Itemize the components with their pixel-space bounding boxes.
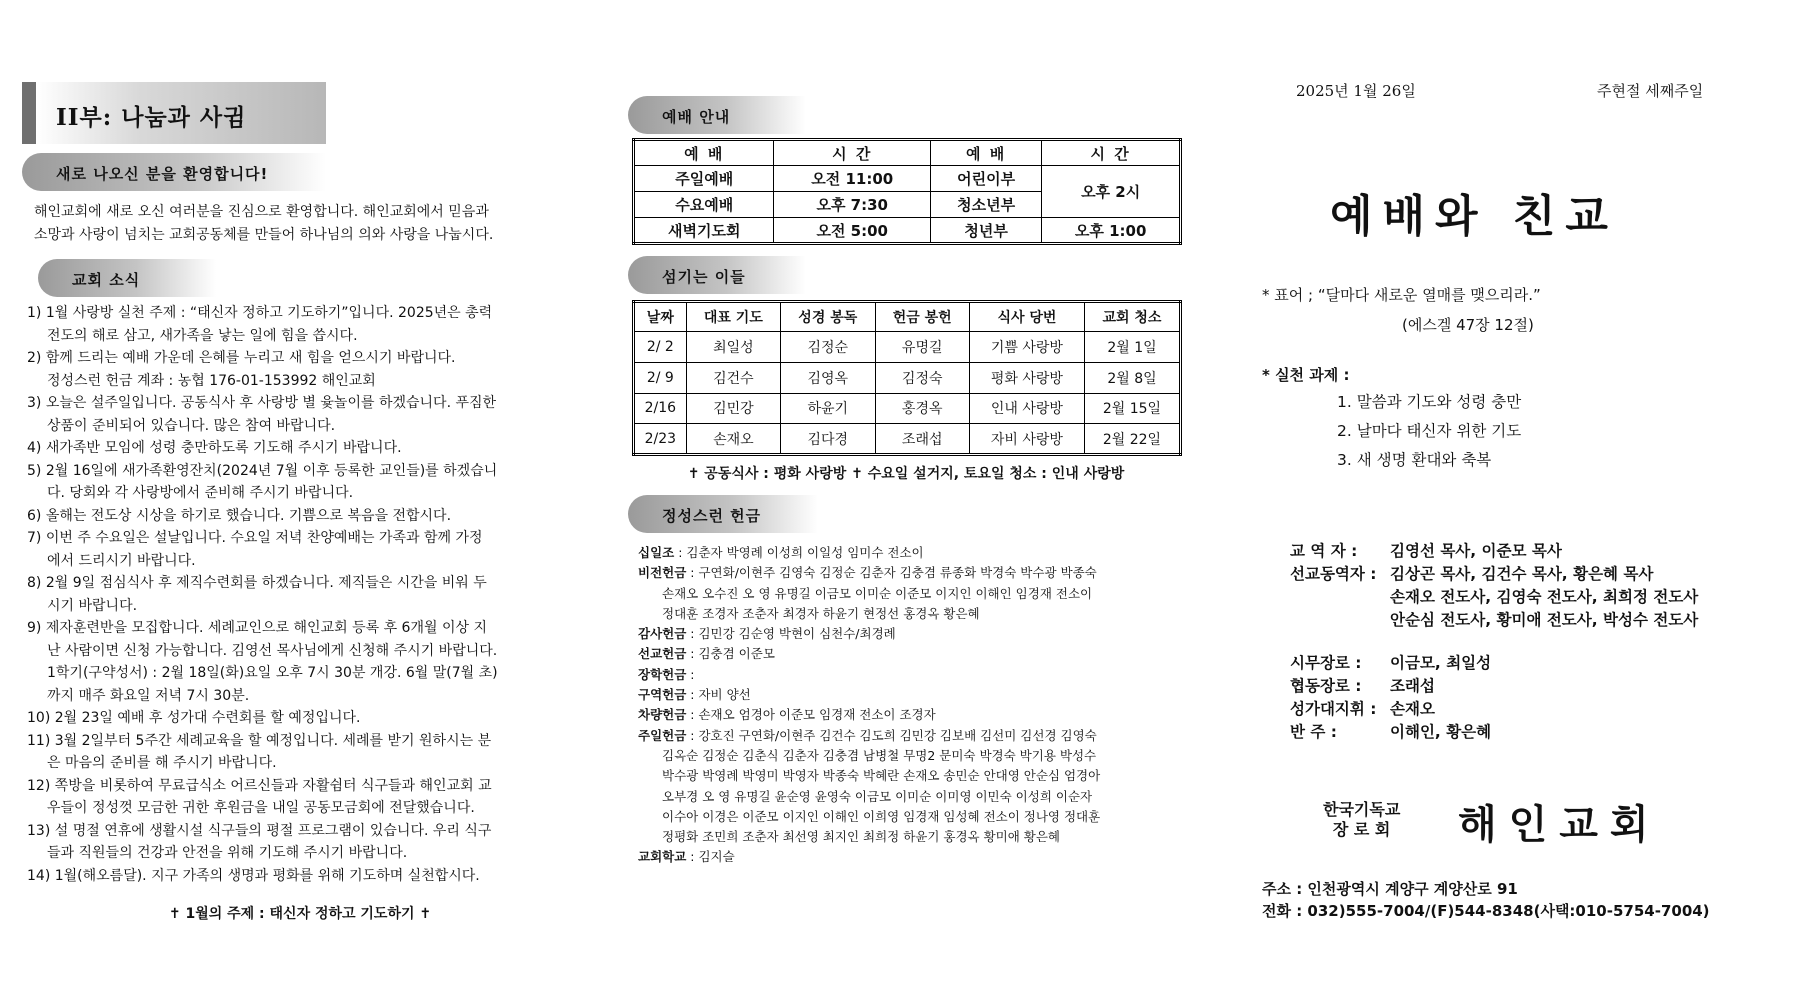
- staff-names: 조래섭: [1390, 677, 1435, 695]
- news-line: 1) 1월 사랑방 실천 주제 : “태신자 정하고 기도하기”입니다. 2025년은 총력: [27, 305, 493, 321]
- news-line: 정성스런 헌금 계좌 : 농협 176-01-153992 해인교회: [47, 372, 376, 389]
- news-line: 8) 2월 9일 점심식사 후 제직수련회를 하겠습니다. 제직들은 시간을 비워 두: [27, 575, 487, 591]
- offering-names: 강호진 구연화/이현주 김건수 김도희 김민강 김보배 김선미 김선경 김영숙: [698, 727, 1097, 743]
- servers-cell: 홍경옥: [875, 393, 969, 424]
- offering-separator: :: [686, 626, 699, 642]
- monthly-theme: ✝ 1월의 주제 : 태신자 정하고 기도하기 ✝: [168, 906, 432, 922]
- offering-line: [638, 766, 1183, 786]
- offering-category: 차량헌금: [638, 707, 687, 723]
- part-title: II부: 나눔과 사귐: [56, 104, 247, 131]
- offering-names: 박수광 박영례 박영미 박영자 박종숙 박혜란 손재오 송민순 안대영 안순심 엄경아: [662, 768, 1101, 784]
- staff-names: 이해인, 황은혜: [1390, 723, 1492, 741]
- servers-cell: 김정순: [781, 332, 875, 363]
- staff-line: [1290, 563, 1698, 586]
- news-item: [27, 707, 587, 730]
- servers-cell: 인내 사랑방: [969, 393, 1084, 424]
- worship-col-header: 예 배: [931, 140, 1042, 166]
- welcome-line: 소망과 사랑이 넘치는 교회공동체를 만들어 하나님의 의와 사랑을 나눕시다.: [34, 227, 494, 243]
- worship-heading: 예배 안내: [662, 108, 731, 126]
- worship-cell: 오전 11:00: [774, 166, 931, 192]
- offering-line: [638, 705, 1183, 725]
- servers-col-header: 날짜: [634, 302, 687, 332]
- worship-cell: 청소년부: [931, 192, 1042, 218]
- offering-line: [638, 746, 1183, 766]
- welcome-line: 해인교회에 새로 오신 여러분을 진심으로 환영합니다. 해인교회에서 믿음과: [34, 204, 489, 220]
- offering-names: 구연화/이현주 김영숙 김정순 김춘자 김충겸 류종화 박경숙 박수광 박종숙: [698, 565, 1097, 581]
- church-name: 해인교회: [1458, 802, 1661, 848]
- news-line: 3) 오늘은 설주일입니다. 공동식사 후 사랑방 별 윷놀이를 하겠습니다. 푸짐한: [27, 395, 497, 411]
- news-line: 전도의 해로 삼고, 새가족을 낳는 일에 힘을 씁시다.: [47, 327, 358, 344]
- staff-line: [1290, 652, 1491, 675]
- offering-separator: :: [686, 646, 699, 662]
- servers-cell: 김다경: [781, 424, 875, 455]
- worship-cell: 주일예배: [634, 166, 774, 192]
- offering-names: 이수아 이경은 이준모 이지인 이해인 이희영 임경재 임성혜 전소이 정나영 정대훈: [662, 808, 1101, 824]
- servers-cell: 2/23: [634, 424, 687, 455]
- servers-cell: 기쁨 사랑방: [969, 332, 1084, 363]
- servers-cell: 최일성: [686, 332, 780, 363]
- offering-line: [638, 604, 1183, 624]
- part-title-banner: [22, 82, 326, 144]
- servers-cell: 자비 사랑방: [969, 424, 1084, 455]
- worship-cell: 오전 5:00: [774, 218, 931, 244]
- phone: 전화 : 032)555-7004/(F)544-8348(사택:010-5754-7004): [1262, 902, 1710, 920]
- offering-category: 십일조: [638, 545, 675, 560]
- servers-cell: 2월 1일: [1084, 332, 1180, 363]
- news-heading-pill: [38, 259, 216, 297]
- task-item: 2. 날마다 태신자 위한 기도: [1337, 422, 1522, 440]
- news-item: [27, 460, 587, 505]
- staff-role: 반 주 :: [1290, 723, 1337, 741]
- servers-table: [632, 300, 1182, 456]
- worship-row: [634, 218, 1181, 244]
- worship-cell: 청년부: [931, 218, 1042, 244]
- news-line: 시기 바랍니다.: [47, 597, 138, 614]
- offering-names: 자비 양선: [698, 687, 751, 703]
- news-line: 9) 제자훈련반을 모집합니다. 세례교인으로 해인교회 등록 후 6개월 이상 지: [27, 620, 487, 636]
- news-line: 다. 당회와 각 사랑방에서 준비해 주시기 바랍니다.: [47, 485, 354, 501]
- news-line: 7) 이번 주 수요일은 설날입니다. 수요일 저녁 찬양예배는 가족과 함께 가정: [27, 530, 483, 546]
- motto: * 표어 ; “달마다 새로운 열매를 맺으리라.”: [1262, 286, 1541, 304]
- servers-row: [634, 393, 1181, 424]
- staff-names: 안순심 전도사, 황미애 전도사, 박성수 전도사: [1390, 611, 1699, 629]
- worship-cell: 수요예배: [634, 192, 774, 218]
- elders-list: [1290, 652, 1491, 744]
- offering-line: [638, 787, 1183, 807]
- news-line: 들과 직원들의 건강과 안전을 위해 기도해 주시기 바랍니다.: [47, 845, 408, 861]
- news-line: 1학기(구약성서) : 2월 18일(화)요일 오후 7시 30분 개강. 6월 말(7월 초): [47, 665, 498, 681]
- offering-names: 오부경 오 영 유명길 윤순영 윤영숙 이금모 이미순 이미영 이민숙 이성희 이순자: [662, 788, 1093, 804]
- staff-line: [1290, 698, 1491, 721]
- offering-line: [638, 563, 1183, 583]
- offering-line: [638, 726, 1183, 746]
- servers-cell: 하윤기: [781, 393, 875, 424]
- news-item: [27, 617, 587, 707]
- offering-separator: :: [686, 849, 699, 865]
- offering-line: [638, 644, 1183, 664]
- servers-cell: 김영옥: [781, 362, 875, 393]
- offering-heading-pill: [628, 495, 818, 533]
- offering-category: 장학헌금: [638, 666, 687, 682]
- welcome-text: [34, 201, 594, 247]
- servers-cell: 김건수: [686, 362, 780, 393]
- news-line: 10) 2월 23일 예배 후 성가대 수련회를 할 예정입니다.: [27, 710, 361, 726]
- page-title: 예배와 친교: [1330, 191, 1618, 242]
- news-item: [27, 527, 587, 572]
- staff-names: 손재오: [1390, 700, 1435, 718]
- staff-names: 김상곤 목사, 김건수 목사, 황은혜 목사: [1390, 565, 1654, 583]
- staff-names: 손재오 전도사, 김영숙 전도사, 최희정 전도사: [1390, 588, 1699, 606]
- servers-col-header: 성경 봉독: [781, 302, 875, 332]
- news-item: [27, 730, 587, 775]
- news-line: 까지 매주 화요일 저녁 7시 30분.: [47, 687, 250, 704]
- news-item: [27, 820, 587, 865]
- servers-cell: 2월 15일: [1084, 393, 1180, 424]
- servers-cell: 2/16: [634, 393, 687, 424]
- offering-separator: :: [686, 565, 699, 581]
- news-line: 14) 1월(해오름달). 지구 가족의 생명과 평화를 위해 기도하며 실천합시다.: [27, 867, 480, 884]
- staff-line: [1290, 586, 1698, 609]
- news-line: 난 사람이면 신청 가능합니다. 김영선 목사님에게 신청해 주시기 바랍니다.: [47, 642, 498, 659]
- denomination-line: 한국기독교: [1323, 800, 1401, 819]
- news-line: 2) 함께 드리는 예배 가운데 은혜를 누리고 새 힘을 얻으시기 바랍니다.: [27, 350, 456, 366]
- offerings-list: [638, 543, 1183, 868]
- offering-category: 비전헌금: [638, 565, 687, 581]
- servers-row: [634, 332, 1181, 363]
- offering-separator: :: [686, 727, 699, 743]
- offering-category: 감사헌금: [638, 626, 687, 642]
- task-item: 1. 말씀과 기도와 성령 충만: [1337, 393, 1522, 411]
- ministers-list: [1290, 540, 1698, 632]
- servers-cell: 2월 22일: [1084, 424, 1180, 455]
- offering-separator: :: [686, 666, 695, 682]
- offering-separator: :: [674, 545, 687, 560]
- servers-cell: 2월 8일: [1084, 362, 1180, 393]
- servers-cell: 평화 사랑방: [969, 362, 1084, 393]
- offering-names: 김춘자 박영례 이성희 이일성 임미수 전소이: [686, 545, 924, 560]
- offering-separator: :: [686, 707, 699, 723]
- offering-heading: 정성스런 헌금: [662, 507, 762, 525]
- contact-info: [1262, 878, 1710, 922]
- news-item: [27, 347, 587, 392]
- news-item: [27, 865, 587, 888]
- offering-names: 김옥순 김정순 김춘식 김춘자 김충겸 남병철 무명2 문미숙 박경숙 박기용 박성수: [662, 747, 1097, 763]
- worship-cell: 어린이부: [931, 166, 1042, 192]
- servers-col-header: 교회 청소: [1084, 302, 1180, 332]
- news-line: 우들이 정성껏 모금한 귀한 후원금을 내일 공동모금회에 전달했습니다.: [47, 800, 475, 816]
- offering-line: [638, 624, 1183, 644]
- news-line: 12) 쪽방을 비롯하여 무료급식소 어르신들과 자활쉼터 식구들과 해인교회 교: [27, 777, 492, 794]
- offering-names: 손재오 엄경아 이준모 임경재 전소이 조경자: [698, 707, 936, 723]
- address: 주소 : 인천광역시 계양구 계양산로 91: [1262, 880, 1518, 898]
- servers-note: ✝ 공동식사 : 평화 사랑방 ✝ 수요일 설거지, 토요일 청소 : 인내 사랑방: [687, 466, 1125, 482]
- offering-category: 선교헌금: [638, 646, 687, 662]
- worship-cell: 새벽기도회: [634, 218, 774, 244]
- news-line: 6) 올해는 전도상 시상을 하기로 했습니다. 기쁨으로 복음을 전합시다.: [27, 507, 452, 524]
- news-item: [27, 775, 587, 820]
- worship-cell: 오후 7:30: [774, 192, 931, 218]
- welcome-heading: 새로 나오신 분을 환영합니다!: [56, 165, 269, 183]
- servers-header-row: [634, 302, 1181, 332]
- news-item: [27, 505, 587, 528]
- offering-names: 김지슬: [698, 849, 735, 865]
- news-line: 5) 2월 16일에 새가족환영잔치(2024년 7월 이후 등록한 교인들)를 하겠습니: [27, 462, 498, 479]
- news-line: 에서 드리시기 바랍니다.: [47, 552, 196, 569]
- worship-header-row: [634, 140, 1181, 166]
- offering-line: [638, 584, 1183, 604]
- servers-heading-pill: [628, 256, 806, 294]
- offering-line: [638, 807, 1183, 827]
- offering-line: [638, 665, 1183, 685]
- offering-names: 정평화 조민희 조춘자 최선영 최지인 최희정 하윤기 홍경옥 황미애 황은혜: [662, 829, 1061, 845]
- motto-reference: (에스겔 47장 12절): [1402, 316, 1534, 334]
- bulletin-date: 2025년 1월 26일: [1296, 82, 1416, 100]
- news-heading: 교회 소식: [72, 271, 141, 289]
- offering-line: [638, 827, 1183, 847]
- servers-col-header: 헌금 봉헌: [875, 302, 969, 332]
- staff-line: [1290, 540, 1698, 563]
- servers-row: [634, 362, 1181, 393]
- task-item: 3. 새 생명 환대와 축복: [1337, 451, 1492, 469]
- servers-cell: 2/ 9: [634, 362, 687, 393]
- staff-role: 교 역 자 :: [1290, 542, 1358, 560]
- offering-category: 구역헌금: [638, 687, 687, 703]
- staff-names: 이금모, 최일성: [1390, 654, 1492, 672]
- worship-row: [634, 166, 1181, 192]
- servers-cell: 조래섭: [875, 424, 969, 455]
- welcome-heading-pill: [22, 153, 326, 191]
- staff-role: 성가대지휘 :: [1290, 700, 1377, 718]
- staff-line: [1290, 609, 1698, 632]
- news-item: [27, 392, 587, 437]
- worship-cell: 오후 2시: [1042, 166, 1181, 218]
- offering-names: 김민강 김순영 박현이 심천수/최경례: [698, 626, 896, 642]
- worship-col-header: 시 간: [774, 140, 931, 166]
- liturgical-week: 주현절 세째주일: [1597, 82, 1704, 100]
- servers-col-header: 대표 기도: [686, 302, 780, 332]
- worship-col-header: 예 배: [634, 140, 774, 166]
- denomination: [1323, 800, 1400, 840]
- servers-row: [634, 424, 1181, 455]
- denomination-line: 장 로 회: [1332, 820, 1391, 839]
- news-line: 은 마음의 준비를 해 주시기 바랍니다.: [47, 755, 277, 771]
- servers-cell: 2/ 2: [634, 332, 687, 363]
- offering-category: 교회학교: [638, 849, 687, 865]
- offering-line: [638, 847, 1183, 867]
- staff-role: 선교동역자 :: [1290, 565, 1377, 583]
- servers-heading: 섬기는 이들: [662, 268, 746, 286]
- news-line: 상품이 준비되어 있습니다. 많은 참여 바랍니다.: [47, 417, 336, 434]
- servers-body: [634, 332, 1181, 455]
- servers-cell: 유명길: [875, 332, 969, 363]
- offering-names: 손재오 오수진 오 영 유명길 이금모 이미순 이준모 이지인 이해인 임경재 전소이: [662, 585, 1093, 601]
- worship-table: [632, 138, 1182, 245]
- staff-role: 시무장로 :: [1290, 654, 1362, 672]
- staff-line: [1290, 721, 1491, 744]
- news-list: [27, 302, 587, 887]
- staff-line: [1290, 675, 1491, 698]
- news-line: 11) 3월 2일부터 5주간 세례교육을 할 예정입니다. 세례를 받기 원하시는 분: [27, 732, 492, 749]
- servers-cell: 김민강: [686, 393, 780, 424]
- servers-cell: 손재오: [686, 424, 780, 455]
- news-item: [27, 302, 587, 347]
- offering-names: 정대훈 조경자 조춘자 최경자 하윤기 현정선 홍경옥 황은혜: [662, 605, 980, 621]
- worship-cell: 오후 1:00: [1042, 218, 1181, 244]
- servers-col-header: 식사 당번: [969, 302, 1084, 332]
- news-line: 13) 설 명절 연휴에 생활시설 식구들의 평절 프로그램이 있습니다. 우리 식구: [27, 822, 492, 839]
- news-item: [27, 437, 587, 460]
- tasks-heading: * 실천 과제 :: [1262, 366, 1350, 384]
- staff-role: 협동장로 :: [1290, 677, 1362, 695]
- worship-heading-pill: [628, 96, 806, 134]
- worship-col-header: 시 간: [1042, 140, 1181, 166]
- tasks-list: [1337, 388, 1521, 475]
- offering-names: 김충겸 이준모: [698, 646, 775, 662]
- news-line: 4) 새가족반 모임에 성령 충만하도록 기도해 주시기 바랍니다.: [27, 440, 402, 456]
- staff-names: 김영선 목사, 이준모 목사: [1390, 542, 1562, 560]
- offering-line: [638, 543, 1183, 563]
- offering-line: [638, 685, 1183, 705]
- offering-separator: :: [686, 687, 699, 703]
- news-item: [27, 572, 587, 617]
- servers-cell: 김정숙: [875, 362, 969, 393]
- offering-category: 주일헌금: [638, 727, 687, 743]
